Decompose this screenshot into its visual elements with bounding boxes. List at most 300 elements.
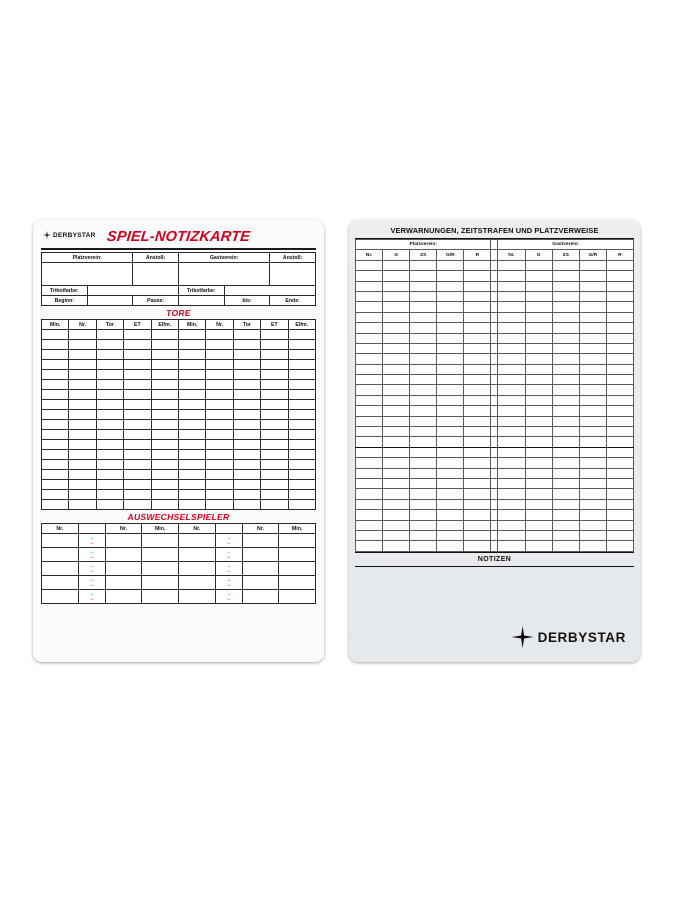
disciplinary-cell-away[interactable] bbox=[552, 312, 579, 322]
goals-cell[interactable] bbox=[206, 330, 233, 340]
disciplinary-cell-away[interactable] bbox=[579, 427, 606, 437]
goals-cell[interactable] bbox=[178, 450, 205, 460]
disciplinary-cell-home[interactable] bbox=[356, 510, 383, 520]
disciplinary-cell-away[interactable] bbox=[498, 468, 525, 478]
disciplinary-cell-home[interactable] bbox=[437, 291, 464, 301]
disciplinary-cell-home[interactable] bbox=[356, 281, 383, 291]
disciplinary-cell-home[interactable] bbox=[437, 499, 464, 509]
disciplinary-cell-home[interactable] bbox=[410, 520, 437, 530]
goals-cell[interactable] bbox=[206, 490, 233, 500]
goals-cell[interactable] bbox=[288, 340, 315, 350]
disciplinary-cell-away[interactable] bbox=[606, 395, 633, 405]
goals-cell[interactable] bbox=[96, 330, 123, 340]
disciplinary-cell-home[interactable] bbox=[437, 510, 464, 520]
disciplinary-cell-away[interactable] bbox=[552, 478, 579, 488]
disciplinary-cell-away[interactable] bbox=[606, 478, 633, 488]
disciplinary-cell-home[interactable] bbox=[437, 468, 464, 478]
disciplinary-cell-away[interactable] bbox=[498, 364, 525, 374]
goals-cell[interactable] bbox=[288, 330, 315, 340]
disciplinary-cell-home[interactable] bbox=[464, 437, 491, 447]
home-club-field[interactable] bbox=[42, 263, 133, 286]
disciplinary-cell-away[interactable] bbox=[579, 291, 606, 301]
goals-cell[interactable] bbox=[261, 340, 288, 350]
goals-cell[interactable] bbox=[69, 370, 96, 380]
subs-cell[interactable] bbox=[42, 534, 79, 548]
goals-cell[interactable] bbox=[69, 340, 96, 350]
goals-cell[interactable] bbox=[261, 390, 288, 400]
disciplinary-cell-home[interactable] bbox=[437, 437, 464, 447]
disciplinary-cell-away[interactable] bbox=[606, 343, 633, 353]
disciplinary-cell-home[interactable] bbox=[410, 510, 437, 520]
disciplinary-cell-home[interactable] bbox=[410, 447, 437, 457]
goals-cell[interactable] bbox=[206, 350, 233, 360]
disciplinary-cell-away[interactable] bbox=[498, 343, 525, 353]
goals-cell[interactable] bbox=[96, 470, 123, 480]
disciplinary-cell-home[interactable] bbox=[437, 530, 464, 540]
disciplinary-cell-home[interactable] bbox=[437, 260, 464, 270]
disciplinary-cell-home[interactable] bbox=[410, 281, 437, 291]
disciplinary-cell-away[interactable] bbox=[579, 323, 606, 333]
disciplinary-cell-away[interactable] bbox=[552, 343, 579, 353]
disciplinary-cell-home[interactable] bbox=[464, 541, 491, 551]
subs-cell[interactable] bbox=[178, 562, 215, 576]
disciplinary-cell-home[interactable] bbox=[356, 375, 383, 385]
disciplinary-cell-home[interactable] bbox=[356, 489, 383, 499]
disciplinary-cell-home[interactable] bbox=[356, 437, 383, 447]
goals-cell[interactable] bbox=[42, 330, 69, 340]
disciplinary-cell-away[interactable] bbox=[579, 271, 606, 281]
disciplinary-cell-away[interactable] bbox=[498, 427, 525, 437]
disciplinary-cell-away[interactable] bbox=[552, 530, 579, 540]
disciplinary-cell-home[interactable] bbox=[383, 323, 410, 333]
disciplinary-cell-home[interactable] bbox=[356, 406, 383, 416]
goals-cell[interactable] bbox=[261, 480, 288, 490]
disciplinary-cell-away[interactable] bbox=[606, 323, 633, 333]
disciplinary-cell-away[interactable] bbox=[552, 291, 579, 301]
disciplinary-cell-away[interactable] bbox=[525, 447, 552, 457]
disciplinary-cell-home[interactable] bbox=[356, 530, 383, 540]
disciplinary-cell-away[interactable] bbox=[579, 354, 606, 364]
goals-cell[interactable] bbox=[288, 390, 315, 400]
disciplinary-cell-home[interactable] bbox=[464, 312, 491, 322]
disciplinary-cell-away[interactable] bbox=[606, 364, 633, 374]
disciplinary-cell-away[interactable] bbox=[606, 541, 633, 551]
goals-cell[interactable] bbox=[261, 500, 288, 510]
goals-cell[interactable] bbox=[288, 440, 315, 450]
disciplinary-cell-home[interactable] bbox=[356, 520, 383, 530]
disciplinary-cell-home[interactable] bbox=[410, 395, 437, 405]
goals-cell[interactable] bbox=[206, 480, 233, 490]
disciplinary-cell-away[interactable] bbox=[606, 385, 633, 395]
goals-cell[interactable] bbox=[178, 420, 205, 430]
subs-cell[interactable] bbox=[142, 576, 179, 590]
disciplinary-cell-away[interactable] bbox=[552, 354, 579, 364]
disciplinary-cell-home[interactable] bbox=[464, 323, 491, 333]
disciplinary-cell-away[interactable] bbox=[498, 478, 525, 488]
disciplinary-cell-home[interactable] bbox=[410, 291, 437, 301]
begin-field[interactable] bbox=[87, 296, 133, 306]
disciplinary-cell-away[interactable] bbox=[498, 458, 525, 468]
disciplinary-cell-away[interactable] bbox=[498, 354, 525, 364]
goals-cell[interactable] bbox=[42, 390, 69, 400]
disciplinary-cell-away[interactable] bbox=[525, 343, 552, 353]
disciplinary-cell-away[interactable] bbox=[525, 510, 552, 520]
disciplinary-cell-away[interactable] bbox=[525, 364, 552, 374]
goals-cell[interactable] bbox=[42, 410, 69, 420]
subs-cell[interactable] bbox=[242, 548, 279, 562]
disciplinary-cell-home[interactable] bbox=[464, 333, 491, 343]
disciplinary-cell-home[interactable] bbox=[464, 416, 491, 426]
goals-cell[interactable] bbox=[206, 420, 233, 430]
disciplinary-cell-away[interactable] bbox=[579, 520, 606, 530]
disciplinary-cell-home[interactable] bbox=[464, 291, 491, 301]
disciplinary-cell-home[interactable] bbox=[356, 458, 383, 468]
disciplinary-cell-away[interactable] bbox=[498, 333, 525, 343]
goals-cell[interactable] bbox=[69, 460, 96, 470]
goals-cell[interactable] bbox=[178, 500, 205, 510]
disciplinary-cell-away[interactable] bbox=[552, 541, 579, 551]
goals-cell[interactable] bbox=[288, 380, 315, 390]
disciplinary-cell-home[interactable] bbox=[410, 468, 437, 478]
disciplinary-cell-away[interactable] bbox=[606, 520, 633, 530]
goals-cell[interactable] bbox=[124, 340, 151, 350]
goals-cell[interactable] bbox=[151, 330, 178, 340]
disciplinary-cell-away[interactable] bbox=[498, 323, 525, 333]
goals-cell[interactable] bbox=[288, 350, 315, 360]
disciplinary-cell-away[interactable] bbox=[579, 489, 606, 499]
away-club-field[interactable] bbox=[178, 263, 269, 286]
goals-cell[interactable] bbox=[69, 470, 96, 480]
goals-cell[interactable] bbox=[96, 460, 123, 470]
disciplinary-cell-home[interactable] bbox=[410, 375, 437, 385]
goals-cell[interactable] bbox=[178, 360, 205, 370]
goals-cell[interactable] bbox=[69, 420, 96, 430]
away-kickoff-field[interactable] bbox=[270, 263, 316, 286]
disciplinary-cell-home[interactable] bbox=[464, 281, 491, 291]
goals-cell[interactable] bbox=[288, 400, 315, 410]
disciplinary-cell-home[interactable] bbox=[464, 375, 491, 385]
disciplinary-cell-home[interactable] bbox=[356, 271, 383, 281]
disciplinary-cell-home[interactable] bbox=[437, 385, 464, 395]
disciplinary-cell-home[interactable] bbox=[410, 260, 437, 270]
subs-cell[interactable] bbox=[42, 576, 79, 590]
disciplinary-cell-away[interactable] bbox=[552, 427, 579, 437]
goals-cell[interactable] bbox=[233, 360, 260, 370]
goals-cell[interactable] bbox=[42, 360, 69, 370]
goals-cell[interactable] bbox=[261, 380, 288, 390]
goals-cell[interactable] bbox=[69, 360, 96, 370]
disciplinary-cell-away[interactable] bbox=[498, 260, 525, 270]
disciplinary-cell-away[interactable] bbox=[498, 385, 525, 395]
goals-cell[interactable] bbox=[124, 400, 151, 410]
disciplinary-cell-home[interactable] bbox=[437, 354, 464, 364]
disciplinary-cell-away[interactable] bbox=[525, 406, 552, 416]
disciplinary-cell-home[interactable] bbox=[356, 468, 383, 478]
disciplinary-cell-away[interactable] bbox=[525, 312, 552, 322]
goals-cell[interactable] bbox=[124, 380, 151, 390]
disciplinary-cell-away[interactable] bbox=[525, 260, 552, 270]
goals-cell[interactable] bbox=[69, 380, 96, 390]
goals-cell[interactable] bbox=[151, 360, 178, 370]
goals-cell[interactable] bbox=[151, 400, 178, 410]
disciplinary-cell-away[interactable] bbox=[579, 312, 606, 322]
disciplinary-cell-home[interactable] bbox=[356, 541, 383, 551]
subs-cell[interactable] bbox=[142, 534, 179, 548]
disciplinary-cell-home[interactable] bbox=[383, 333, 410, 343]
disciplinary-cell-home[interactable] bbox=[383, 510, 410, 520]
goals-cell[interactable] bbox=[206, 500, 233, 510]
disciplinary-cell-away[interactable] bbox=[552, 333, 579, 343]
disciplinary-cell-home[interactable] bbox=[356, 427, 383, 437]
subs-cell[interactable] bbox=[279, 534, 316, 548]
disciplinary-cell-home[interactable] bbox=[410, 323, 437, 333]
disciplinary-cell-away[interactable] bbox=[606, 458, 633, 468]
subs-cell[interactable] bbox=[178, 534, 215, 548]
disciplinary-cell-away[interactable] bbox=[606, 468, 633, 478]
goals-cell[interactable] bbox=[69, 350, 96, 360]
goals-cell[interactable] bbox=[233, 400, 260, 410]
subs-cell[interactable] bbox=[105, 576, 142, 590]
goals-cell[interactable] bbox=[96, 370, 123, 380]
disciplinary-cell-home[interactable] bbox=[410, 541, 437, 551]
goals-cell[interactable] bbox=[261, 370, 288, 380]
disciplinary-cell-home[interactable] bbox=[437, 520, 464, 530]
disciplinary-cell-away[interactable] bbox=[606, 427, 633, 437]
goals-cell[interactable] bbox=[151, 430, 178, 440]
goals-cell[interactable] bbox=[261, 410, 288, 420]
disciplinary-cell-home[interactable] bbox=[437, 406, 464, 416]
disciplinary-cell-away[interactable] bbox=[579, 395, 606, 405]
goals-cell[interactable] bbox=[288, 420, 315, 430]
disciplinary-cell-home[interactable] bbox=[383, 458, 410, 468]
disciplinary-cell-home[interactable] bbox=[464, 395, 491, 405]
goals-cell[interactable] bbox=[42, 480, 69, 490]
subs-cell[interactable] bbox=[242, 534, 279, 548]
disciplinary-cell-home[interactable] bbox=[464, 468, 491, 478]
goals-cell[interactable] bbox=[42, 380, 69, 390]
disciplinary-cell-away[interactable] bbox=[579, 385, 606, 395]
disciplinary-cell-home[interactable] bbox=[410, 312, 437, 322]
goals-cell[interactable] bbox=[233, 340, 260, 350]
disciplinary-cell-away[interactable] bbox=[606, 499, 633, 509]
goals-cell[interactable] bbox=[42, 470, 69, 480]
goals-cell[interactable] bbox=[96, 480, 123, 490]
disciplinary-cell-away[interactable] bbox=[525, 520, 552, 530]
goals-cell[interactable] bbox=[96, 490, 123, 500]
disciplinary-cell-away[interactable] bbox=[525, 478, 552, 488]
goals-cell[interactable] bbox=[288, 480, 315, 490]
disciplinary-cell-away[interactable] bbox=[606, 375, 633, 385]
disciplinary-cell-away[interactable] bbox=[552, 302, 579, 312]
goals-cell[interactable] bbox=[233, 450, 260, 460]
goals-cell[interactable] bbox=[233, 380, 260, 390]
disciplinary-cell-home[interactable] bbox=[437, 478, 464, 488]
disciplinary-cell-home[interactable] bbox=[437, 281, 464, 291]
disciplinary-cell-away[interactable] bbox=[552, 510, 579, 520]
disciplinary-cell-home[interactable] bbox=[410, 427, 437, 437]
goals-cell[interactable] bbox=[261, 460, 288, 470]
goals-cell[interactable] bbox=[96, 360, 123, 370]
disciplinary-cell-home[interactable] bbox=[437, 323, 464, 333]
goals-cell[interactable] bbox=[178, 400, 205, 410]
disciplinary-cell-home[interactable] bbox=[464, 447, 491, 457]
goals-cell[interactable] bbox=[233, 410, 260, 420]
subs-cell[interactable] bbox=[42, 548, 79, 562]
goals-cell[interactable] bbox=[206, 360, 233, 370]
disciplinary-cell-away[interactable] bbox=[552, 437, 579, 447]
disciplinary-cell-away[interactable] bbox=[552, 447, 579, 457]
goals-cell[interactable] bbox=[151, 480, 178, 490]
subs-cell[interactable] bbox=[105, 562, 142, 576]
disciplinary-cell-home[interactable] bbox=[356, 343, 383, 353]
goals-cell[interactable] bbox=[233, 460, 260, 470]
disciplinary-cell-home[interactable] bbox=[437, 375, 464, 385]
goals-cell[interactable] bbox=[178, 430, 205, 440]
goals-cell[interactable] bbox=[151, 340, 178, 350]
disciplinary-cell-away[interactable] bbox=[525, 499, 552, 509]
disciplinary-cell-home[interactable] bbox=[410, 271, 437, 281]
disciplinary-cell-away[interactable] bbox=[552, 364, 579, 374]
goals-cell[interactable] bbox=[124, 410, 151, 420]
disciplinary-cell-away[interactable] bbox=[525, 437, 552, 447]
subs-cell[interactable] bbox=[178, 576, 215, 590]
disciplinary-cell-home[interactable] bbox=[464, 520, 491, 530]
away-kit-field[interactable] bbox=[224, 286, 315, 296]
disciplinary-cell-home[interactable] bbox=[464, 530, 491, 540]
disciplinary-cell-away[interactable] bbox=[579, 478, 606, 488]
disciplinary-cell-away[interactable] bbox=[498, 406, 525, 416]
goals-cell[interactable] bbox=[124, 460, 151, 470]
subs-cell[interactable] bbox=[242, 576, 279, 590]
disciplinary-cell-away[interactable] bbox=[579, 333, 606, 343]
disciplinary-cell-home[interactable] bbox=[437, 333, 464, 343]
home-kit-field[interactable] bbox=[87, 286, 178, 296]
disciplinary-cell-away[interactable] bbox=[498, 302, 525, 312]
disciplinary-cell-away[interactable] bbox=[579, 447, 606, 457]
goals-cell[interactable] bbox=[233, 350, 260, 360]
disciplinary-cell-home[interactable] bbox=[383, 312, 410, 322]
disciplinary-cell-home[interactable] bbox=[464, 385, 491, 395]
disciplinary-cell-home[interactable] bbox=[464, 260, 491, 270]
disciplinary-cell-away[interactable] bbox=[498, 510, 525, 520]
disciplinary-cell-home[interactable] bbox=[410, 499, 437, 509]
disciplinary-cell-away[interactable] bbox=[525, 291, 552, 301]
goals-cell[interactable] bbox=[261, 450, 288, 460]
disciplinary-cell-away[interactable] bbox=[579, 343, 606, 353]
disciplinary-cell-away[interactable] bbox=[552, 395, 579, 405]
disciplinary-cell-home[interactable] bbox=[410, 343, 437, 353]
disciplinary-cell-away[interactable] bbox=[525, 385, 552, 395]
goals-cell[interactable] bbox=[151, 440, 178, 450]
subs-cell[interactable] bbox=[42, 590, 79, 604]
goals-cell[interactable] bbox=[233, 330, 260, 340]
goals-cell[interactable] bbox=[124, 390, 151, 400]
disciplinary-cell-home[interactable] bbox=[437, 364, 464, 374]
disciplinary-cell-home[interactable] bbox=[383, 302, 410, 312]
disciplinary-cell-away[interactable] bbox=[579, 458, 606, 468]
goals-cell[interactable] bbox=[178, 330, 205, 340]
disciplinary-cell-away[interactable] bbox=[525, 427, 552, 437]
disciplinary-cell-away[interactable] bbox=[498, 489, 525, 499]
disciplinary-cell-home[interactable] bbox=[437, 312, 464, 322]
disciplinary-cell-home[interactable] bbox=[383, 281, 410, 291]
goals-cell[interactable] bbox=[261, 400, 288, 410]
disciplinary-cell-away[interactable] bbox=[525, 302, 552, 312]
goals-cell[interactable] bbox=[151, 460, 178, 470]
pause-field[interactable] bbox=[178, 296, 224, 306]
goals-cell[interactable] bbox=[261, 440, 288, 450]
goals-cell[interactable] bbox=[178, 440, 205, 450]
disciplinary-cell-home[interactable] bbox=[437, 541, 464, 551]
goals-cell[interactable] bbox=[288, 430, 315, 440]
disciplinary-cell-away[interactable] bbox=[606, 302, 633, 312]
goals-cell[interactable] bbox=[178, 370, 205, 380]
disciplinary-cell-away[interactable] bbox=[525, 354, 552, 364]
goals-cell[interactable] bbox=[42, 430, 69, 440]
disciplinary-cell-away[interactable] bbox=[552, 271, 579, 281]
goals-cell[interactable] bbox=[96, 430, 123, 440]
goals-cell[interactable] bbox=[69, 490, 96, 500]
goals-cell[interactable] bbox=[206, 400, 233, 410]
subs-cell[interactable] bbox=[178, 548, 215, 562]
disciplinary-cell-away[interactable] bbox=[579, 406, 606, 416]
disciplinary-cell-away[interactable] bbox=[606, 510, 633, 520]
goals-cell[interactable] bbox=[151, 490, 178, 500]
subs-cell[interactable] bbox=[279, 576, 316, 590]
disciplinary-cell-away[interactable] bbox=[579, 437, 606, 447]
subs-cell[interactable] bbox=[105, 534, 142, 548]
goals-cell[interactable] bbox=[233, 390, 260, 400]
subs-cell[interactable] bbox=[105, 590, 142, 604]
goals-cell[interactable] bbox=[124, 500, 151, 510]
goals-cell[interactable] bbox=[96, 380, 123, 390]
goals-cell[interactable] bbox=[124, 350, 151, 360]
subs-cell[interactable] bbox=[242, 590, 279, 604]
disciplinary-cell-away[interactable] bbox=[606, 437, 633, 447]
goals-cell[interactable] bbox=[69, 430, 96, 440]
goals-cell[interactable] bbox=[42, 340, 69, 350]
disciplinary-cell-home[interactable] bbox=[410, 458, 437, 468]
goals-cell[interactable] bbox=[288, 490, 315, 500]
disciplinary-cell-away[interactable] bbox=[552, 260, 579, 270]
disciplinary-cell-home[interactable] bbox=[437, 427, 464, 437]
subs-cell[interactable] bbox=[142, 590, 179, 604]
disciplinary-cell-home[interactable] bbox=[383, 541, 410, 551]
disciplinary-cell-away[interactable] bbox=[579, 510, 606, 520]
disciplinary-cell-away[interactable] bbox=[579, 416, 606, 426]
disciplinary-cell-home[interactable] bbox=[356, 364, 383, 374]
disciplinary-cell-home[interactable] bbox=[410, 478, 437, 488]
disciplinary-cell-away[interactable] bbox=[525, 530, 552, 540]
disciplinary-cell-home[interactable] bbox=[356, 447, 383, 457]
disciplinary-cell-home[interactable] bbox=[356, 478, 383, 488]
disciplinary-cell-away[interactable] bbox=[525, 468, 552, 478]
disciplinary-cell-home[interactable] bbox=[464, 354, 491, 364]
goals-cell[interactable] bbox=[96, 420, 123, 430]
disciplinary-cell-home[interactable] bbox=[437, 458, 464, 468]
goals-cell[interactable] bbox=[96, 500, 123, 510]
disciplinary-cell-home[interactable] bbox=[464, 271, 491, 281]
disciplinary-cell-away[interactable] bbox=[498, 520, 525, 530]
goals-cell[interactable] bbox=[206, 470, 233, 480]
disciplinary-cell-away[interactable] bbox=[579, 499, 606, 509]
goals-cell[interactable] bbox=[151, 370, 178, 380]
disciplinary-cell-home[interactable] bbox=[383, 468, 410, 478]
disciplinary-cell-home[interactable] bbox=[383, 530, 410, 540]
goals-cell[interactable] bbox=[124, 420, 151, 430]
goals-cell[interactable] bbox=[42, 490, 69, 500]
goals-cell[interactable] bbox=[96, 410, 123, 420]
